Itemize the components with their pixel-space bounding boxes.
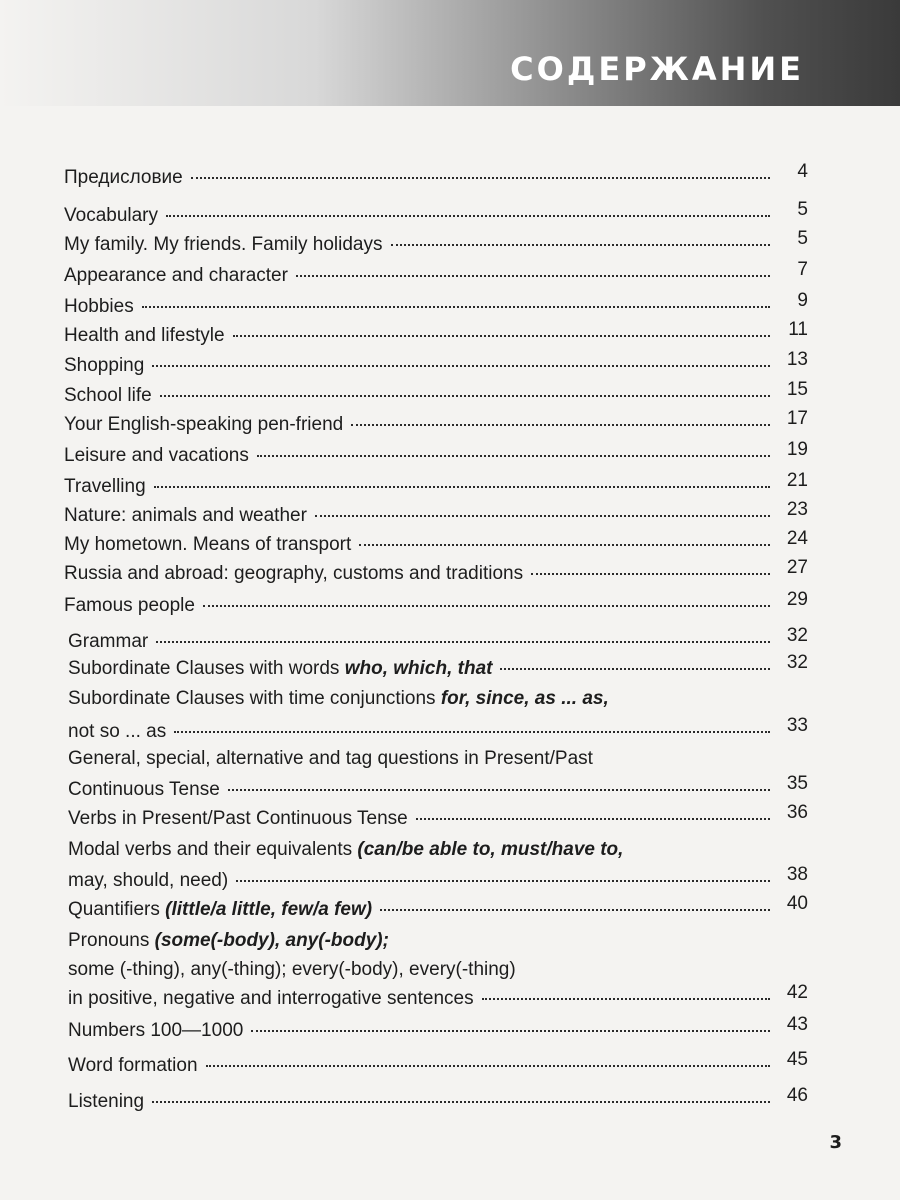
dot-leader	[351, 424, 770, 426]
toc-entry-listening[interactable]	[68, 1085, 808, 1114]
dot-leader	[315, 515, 770, 517]
toc-page-number: 42	[786, 982, 808, 1003]
toc-entry-title: Shopping	[64, 355, 145, 376]
toc-entry-title: General, special, alternative and tag questions in Present/Past	[68, 748, 593, 769]
toc-page-number: 17	[786, 408, 808, 429]
toc-entry[interactable]	[64, 349, 808, 378]
toc-entry-title: Verbs in Present/Past Continuous Tense	[68, 808, 408, 829]
toc-entry-title: Listening	[68, 1091, 145, 1112]
dot-leader	[236, 880, 770, 882]
toc-entry-title: Health and lifestyle	[64, 325, 225, 346]
toc-entry-grammar[interactable]	[68, 625, 808, 654]
dot-leader	[142, 306, 770, 308]
toc-entry-title: My family. My friends. Family holidays	[64, 234, 383, 255]
toc-page-number: 27	[786, 557, 808, 578]
toc-entry-emphasis: (can/be able to, must/have to,	[357, 839, 624, 860]
dot-leader	[531, 573, 770, 575]
toc-entry-title: My hometown. Means of transport	[64, 534, 352, 555]
toc-entry-title-text: Subordinate Clauses with time conjunctions	[68, 688, 441, 709]
toc-entry-emphasis: some (-thing), any(-thing); every(-body), every(-thing)	[68, 959, 516, 980]
dot-leader	[251, 1030, 770, 1032]
dot-leader	[416, 818, 770, 820]
dot-leader	[203, 605, 770, 607]
toc-entry-title	[68, 838, 623, 862]
toc-entry-title: Vocabulary	[64, 205, 159, 226]
toc-page-number: 32	[786, 652, 808, 673]
toc-page-number: 43	[786, 1014, 808, 1035]
dot-leader	[257, 455, 770, 457]
toc-entry-line[interactable]	[68, 838, 808, 862]
toc-page-number: 11	[788, 319, 808, 340]
toc-page-number: 24	[786, 528, 808, 549]
toc-entry-title: Hobbies	[64, 296, 134, 317]
dot-leader	[228, 789, 770, 791]
dot-leader	[206, 1065, 770, 1067]
toc-entry[interactable]	[64, 408, 808, 437]
toc-entry-title-text: Subordinate Clauses with words	[68, 658, 345, 679]
toc-entry-title	[68, 929, 389, 953]
toc-entry-title-text: Pronouns	[68, 930, 155, 951]
toc-entry[interactable]	[68, 864, 808, 893]
toc-page-number: 45	[786, 1049, 808, 1070]
toc-page-number: 23	[786, 499, 808, 520]
toc-page-number: 7	[797, 259, 808, 280]
toc-entry-title: Leisure and vacations	[64, 445, 249, 466]
toc-entry[interactable]	[64, 470, 808, 499]
toc-entry-line[interactable]	[68, 929, 808, 953]
dot-leader	[359, 544, 770, 546]
dot-leader	[152, 1101, 770, 1103]
toc-entry[interactable]	[68, 802, 808, 831]
toc-entry-title	[68, 687, 609, 711]
toc-entry[interactable]	[68, 715, 808, 744]
toc-entry-title: Continuous Tense	[68, 779, 220, 800]
toc-entry-title-text: Modal verbs and their equivalents	[68, 839, 358, 860]
page-title: СОДЕРЖАНИЕ	[510, 50, 804, 88]
toc-entry-title: Your English-speaking pen-friend	[64, 414, 344, 435]
toc-entry-title: Famous people	[64, 595, 195, 616]
toc-entry[interactable]	[64, 319, 808, 348]
toc-entry[interactable]	[64, 557, 808, 586]
dot-leader	[174, 731, 770, 733]
toc-entry[interactable]	[68, 982, 808, 1011]
toc-entry[interactable]	[68, 893, 808, 922]
dot-leader	[160, 395, 770, 397]
toc-entry-title: Grammar	[68, 631, 149, 652]
toc-page-number: 5	[797, 228, 808, 249]
toc-page-number: 38	[786, 864, 808, 885]
toc-entry-preface[interactable]	[64, 161, 808, 190]
toc-entry-title: Russia and abroad: geography, customs and traditions	[64, 563, 524, 584]
toc-entry-line[interactable]	[68, 687, 808, 711]
dot-leader	[191, 177, 770, 179]
toc-page-number: 15	[786, 379, 808, 400]
toc-entry-emphasis: not so ... as	[68, 721, 167, 742]
toc-page-number: 9	[797, 290, 808, 311]
dot-leader	[156, 641, 770, 643]
toc-entry-title: Word formation	[68, 1055, 198, 1076]
toc-entry-title: Appearance and character	[64, 265, 288, 286]
toc-entry-title: Nature: animals and weather	[64, 505, 307, 526]
dot-leader	[166, 215, 770, 217]
dot-leader	[152, 365, 770, 367]
toc-page-number: 35	[786, 773, 808, 794]
toc-entry-emphasis: who, which, that	[344, 658, 493, 679]
toc-entry[interactable]	[64, 259, 808, 288]
toc-entry[interactable]	[64, 290, 808, 319]
toc-entry-title: Предисловие	[64, 167, 183, 188]
toc-page-number: 46	[786, 1085, 808, 1106]
toc-page-number: 36	[786, 802, 808, 823]
toc-entry[interactable]	[68, 1049, 808, 1078]
dot-leader	[296, 275, 770, 277]
toc-entry-title	[68, 898, 372, 922]
toc-entry-vocabulary[interactable]	[64, 199, 808, 228]
toc-entry-line[interactable]	[68, 958, 808, 982]
toc-page-number: 33	[786, 715, 808, 736]
toc-entry-title: in positive, negative and interrogative sentences	[68, 988, 474, 1009]
toc-entry[interactable]	[64, 589, 808, 618]
dot-leader	[380, 909, 770, 911]
dot-leader	[482, 998, 770, 1000]
toc-entry-line[interactable]	[68, 747, 808, 771]
toc-page-number: 4	[797, 161, 808, 182]
toc-entry[interactable]	[64, 379, 808, 408]
toc-entry[interactable]	[64, 439, 808, 468]
toc-entry-emphasis: (little/a little, few/a few)	[165, 899, 373, 920]
toc-entry-title: Travelling	[64, 476, 146, 497]
toc-entry-title	[68, 657, 492, 681]
toc-page-number: 5	[797, 199, 808, 220]
toc-entry-emphasis: for, since, as ... as,	[440, 688, 609, 709]
toc-entry[interactable]	[64, 228, 808, 257]
toc-page-number: 32	[786, 625, 808, 646]
toc-entry[interactable]	[64, 528, 808, 557]
dot-leader	[154, 486, 770, 488]
toc-page-number: 21	[786, 470, 808, 491]
toc-page-number: 19	[786, 439, 808, 460]
page-number: 3	[829, 1132, 842, 1153]
toc-entry[interactable]	[64, 499, 808, 528]
dot-leader	[500, 668, 770, 670]
toc-entry[interactable]	[68, 1014, 808, 1043]
dot-leader	[233, 335, 770, 337]
toc-entry-title: Numbers 100—1000	[68, 1020, 244, 1041]
toc-entry-emphasis: (some(-body), any(-body);	[154, 930, 389, 951]
toc-page-number: 13	[786, 349, 808, 370]
toc-page-number: 29	[786, 589, 808, 610]
toc-entry[interactable]	[68, 652, 808, 681]
toc-page-number: 40	[786, 893, 808, 914]
dot-leader	[391, 244, 771, 246]
toc-entry-title: School life	[64, 385, 152, 406]
toc-entry-title-text: Quantifiers	[68, 899, 166, 920]
toc-entry[interactable]	[68, 773, 808, 802]
toc-entry-emphasis: may, should, need)	[68, 870, 229, 891]
